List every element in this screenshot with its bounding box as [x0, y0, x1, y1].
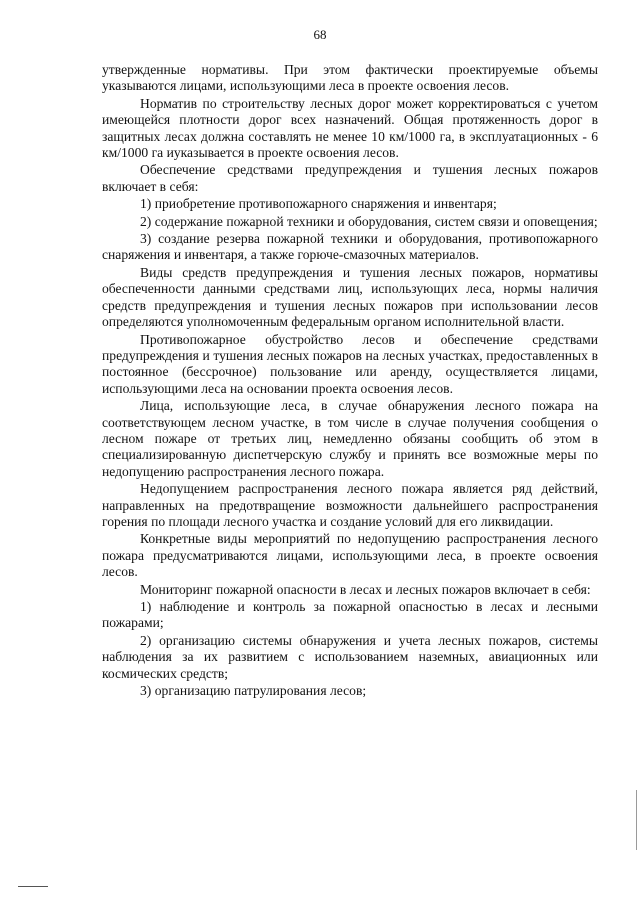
list-item: 1) наблюдение и контроль за пожарной опасностью в лесах и лесными пожарами; — [102, 599, 598, 631]
list-item: 1) приобретение противопожарного снаряжения и инвентаря; — [140, 196, 497, 212]
list-item: 3) создание резерва пожарной техники и оборудования, противопожарного снаряжения и инвентаря, а также горюче-смазочных материалов. — [102, 231, 598, 263]
list-item: 2) организацию системы обнаружения и учета лесных пожаров, системы наблюдения за их развитием с использованием наземных, авиационных или космических средств; — [102, 632, 598, 681]
paragraph: Недопущением распространения лесного пожара является ряд действий, направленных на предотвращение возможности дальнейшего распространения горения по площади лесного участка и создание условий для его ликвидации. — [102, 481, 598, 529]
paragraph: Противопожарное обустройство лесов и обеспечение средствами предупреждения и тушения лесных пожаров на лесных участках, предоставленных в постоянное (бессрочное) пользование или аренду, осуществляется лицами, использующими леса на основании проекта освоения лесов. — [102, 331, 598, 396]
paragraph: Виды средств предупреждения и тушения лесных пожаров, нормативы обеспеченности данными средствами лиц, использующих леса, нормы наличия средств предупреждения и тушения лесных пожаров при использовании лесов определяются уполномоченным федеральным органом исполнительной власти. — [102, 264, 598, 330]
page-number: 68 — [313, 27, 327, 42]
scan-mark — [18, 886, 48, 887]
paragraph: Обеспечение средствами предупреждения и тушения лесных пожаров включает в себя: — [102, 162, 598, 194]
paragraph: утвержденные нормативы. При этом фактически проектируемые объемы указываются лицами, использующими леса в проекте освоения лесов. — [102, 62, 598, 94]
scan-mark — [636, 790, 637, 850]
list-item: 3) организацию патрулирования лесов; — [140, 683, 367, 699]
list-item: 2) содержание пожарной техники и оборудования, систем связи и оповещения; — [140, 213, 598, 229]
paragraph: Мониторинг пожарной опасности в лесах и лесных пожаров включает в себя: — [140, 581, 591, 597]
paragraph: Конкретные виды мероприятий по недопущению распространения лесного пожара предусматриваются лицами, использующими леса, в проекте освоения лесов. — [102, 531, 598, 580]
paragraph: Лица, использующие леса, в случае обнаружения лесного пожара на соответствующем лесном участке, в том числе в случае получения сообщения о лесном пожаре от третьих лиц, немедленно обязаны сообщить об этом в специализированную диспетчерскую службу и принять все возможные меры по недопущению распространения лесного пожара. — [102, 398, 598, 479]
document-body — [102, 62, 598, 699]
paragraph: Норматив по строительству лесных дорог может корректироваться с учетом имеющейся плотности дорог всех назначений. Общая протяженность дорог в защитных лесах должна составлять не менее 10 км/1000 га, в эксплуатационных - 6 км/1000 га иуказывается в проекте освоения лесов. — [102, 95, 598, 161]
